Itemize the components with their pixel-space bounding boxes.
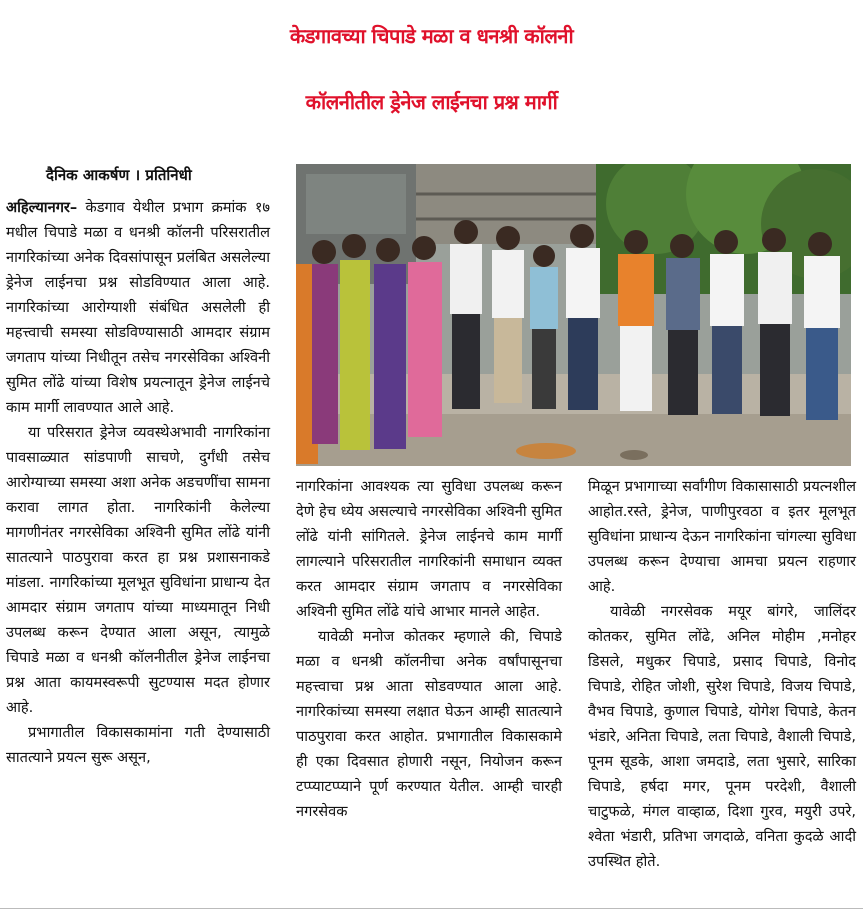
article-column-2 <box>296 474 562 824</box>
article-paragraph: यावेळी मनोज कोतकर म्हणाले की, चिपाडे मळा व धनश्री कॉलनीचा अनेक वर्षांपासूनचा महत्त्वाचा प्रश्न आता सोडवण्यात आला आहे. नागरिकांच्या समस्या लक्षात घेऊन आम्ही सातत्याने पाठपुरावा करत आहोत. प्रभागातील विकासकामे ही एका दिवसात होणारी नसून, नियोजन करून टप्प्याटप्प्याने पूर्ण करण्यात येतील. आम्ही चारही नगरसेवक <box>296 628 562 820</box>
headline-line-2: कॉलनीतील ड्रेनेज लाईनचा प्रश्न मार्गी <box>305 90 558 114</box>
event-photo-illustration <box>296 164 851 466</box>
bottom-divider <box>0 908 863 909</box>
paragraph-text: केडगाव येथील प्रभाग क्रमांक १७ मधील चिपाडे मळा व धनश्री कॉलनी परिसरातील नागरिकांच्या अनेक दिवसांपासून प्रलंबित असलेल्या ड्रेनेज लाईनचा प्रश्न सोडविण्यात आला आहे. नागरिकांच्या आरोग्याशी संबंधित असलेली ही महत्त्वाची समस्या सोडविण्यासाठी आमदार संग्राम जगताप यांच्या निधीतून तसेच नगरसेविका अश्विनी सुमित लोंढे यांच्या विशेष प्रयत्नातून ड्रेनेज लाईनचे काम मार्गी लावण्यात आले आहे. <box>6 199 270 416</box>
article-column-1 <box>6 195 270 770</box>
article-paragraph: या परिसरात ड्रेनेज व्यवस्थेअभावी नागरिकांना पावसाळ्यात सांडपाणी साचणे, दुर्गंधी तसेच आरोग्याच्या समस्या अशा अनेक अडचणींचा सामना करावा लागत होता. नागरिकांनी केलेल्या मागणीनंतर नगरसेविका अश्विनी सुमित लोंढे यांनी सातत्याने पाठपुरावा करत हा प्रश्न प्रशासनाकडे मांडला. नागरिकांच्या मूलभूत सुविधांना प्राधान्य देत आमदार संग्राम जगताप यांच्या माध्यमातून निधी उपलब्ध करून देण्यात आला असून, त्यामुळे चिपाडे मळा व धनश्री कॉलनीतील ड्रेनेज लाईनचा प्रश्न आता कायमस्वरूपी सुटण्यास मदत होणार आहे. <box>6 424 270 716</box>
byline: दैनिक आकर्षण । प्रतिनिधी <box>46 166 192 184</box>
article-column-3 <box>588 474 856 874</box>
article-paragraph: प्रभागातील विकासकामांना गती देण्यासाठी सातत्याने प्रयत्न सुरू असून, <box>6 724 270 766</box>
article-paragraph: यावेळी नगरसेवक मयूर बांगरे, जालिंदर कोतकर, सुमित लोंढे, अनिल मोहीम ,मनोहर डिसले, मधुकर चिपाडे, प्रसाद चिपाडे, विनोद चिपाडे, रोहित जोशी, सुरेश चिपाडे, विजय चिपाडे, वैभव चिपाडे, कुणाल चिपाडे, योगेश चिपाडे, केतन भंडारे, अनिता चिपाडे, लता चिपाडे, वैशाली चिपाडे, पूनम सूडके, आशा जमदाडे, लता भुसारे, सारिका चिपाडे, हर्षदा मगर, पूनम परदेशी, वैशाली चाटुफळे, मंगल वाव्हाळ, दिशा गुरव, मयुरी उपरे, श्वेता भंडारी, प्रतिभा जगदाळे, वनिता कुदळे आदी उपस्थित होते. <box>588 603 856 870</box>
event-photo <box>296 164 851 466</box>
dateline: अहिल्यानगर– <box>6 199 78 216</box>
article-paragraph: मिळून प्रभागाच्या सर्वांगीण विकासासाठी प्रयत्नशील आहोत.रस्ते, ड्रेनेज, पाणीपुरवठा व इतर मूलभूत सुविधांना प्राधान्य देऊन नागरिकांना चांगल्या सुविधा उपलब्ध करून देण्याचा आमचा प्रयत्न राहणार आहे. <box>588 478 856 595</box>
article-paragraph <box>6 195 270 420</box>
article-paragraph: नागरिकांना आवश्यक त्या सुविधा उपलब्ध करून देणे हेच ध्येय असल्याचे नगरसेविका अश्विनी सुमित लोंढे यांनी सांगितले. ड्रेनेज लाईनचे काम मार्गी लागल्याने परिसरातील नागरिकांनी समाधान व्यक्त करत आमदार संग्राम जगताप व नगरसेविका अश्विनी सुमित लोंढे यांचे आभार मानले आहेत. <box>296 478 562 620</box>
headline-line-1: केडगावच्या चिपाडे मळा व धनश्री कॉलनी <box>289 24 574 48</box>
